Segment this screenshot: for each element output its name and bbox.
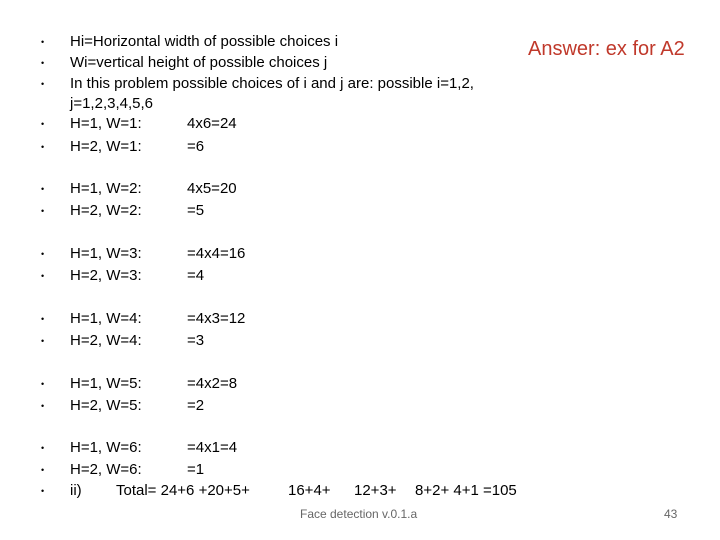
bullet-icon: • [41,206,45,216]
row-value: =4x2=8 [187,375,238,392]
total-prefix: ii) [70,482,82,499]
total-part-2: 16+4+ [288,482,331,499]
row-value: =2 [187,397,205,414]
bullet-icon: • [41,119,45,129]
page-number: 43 [664,507,678,521]
row-label: H=2, W=2: [70,202,142,219]
row-value: =3 [187,332,205,349]
row-value: 4x5=20 [187,180,237,197]
bullet-icon: • [41,271,45,281]
bullet-icon: • [41,401,45,411]
bullet-icon: • [41,465,45,475]
bullet-icon: • [41,58,45,68]
total-part-3: 12+3+ [354,482,397,499]
row-label: H=1, W=5: [70,375,142,392]
row-label: H=2, W=5: [70,397,142,414]
row-value: =6 [187,138,205,155]
intro-text: Hi=Horizontal width of possible choices i [70,33,339,50]
row-value: =4x1=4 [187,439,238,456]
row-value: 4x6=24 [187,115,237,132]
intro-text: j=1,2,3,4,5,6 [70,95,153,112]
row-label: H=1, W=6: [70,439,142,456]
bullet-icon: • [41,249,45,259]
bullet-icon: • [41,184,45,194]
intro-text: In this problem possible choices of i and j are: possible i=1,2, [70,75,474,92]
row-value: =4x4=16 [187,245,246,262]
bullet-icon: • [41,336,45,346]
row-label: H=2, W=1: [70,138,142,155]
row-label: H=1, W=2: [70,180,142,197]
row-label: H=2, W=3: [70,267,142,284]
bullet-icon: • [41,379,45,389]
row-label: H=1, W=4: [70,310,142,327]
row-value: =4x3=12 [187,310,246,327]
row-value: =5 [187,202,205,219]
footer-title: Face detection v.0.1.a [300,507,418,521]
row-value: =4 [187,267,205,284]
bullet-icon: • [41,37,45,47]
answer-label: Answer: ex for A2 [528,38,685,60]
row-label: H=2, W=6: [70,461,142,478]
bullet-icon: • [41,443,45,453]
bullet-icon: • [41,79,45,89]
row-value: =1 [187,461,205,478]
bullet-icon: • [41,486,45,496]
total-part-4: 8+2+ 4+1 =105 [415,482,517,499]
row-label: H=1, W=1: [70,115,142,132]
bullet-icon: • [41,142,45,152]
bullet-icon: • [41,314,45,324]
intro-text: Wi=vertical height of possible choices j [70,54,328,71]
row-label: H=2, W=4: [70,332,142,349]
total-part-1: Total= 24+6 +20+5+ [116,482,250,499]
row-label: H=1, W=3: [70,245,142,262]
